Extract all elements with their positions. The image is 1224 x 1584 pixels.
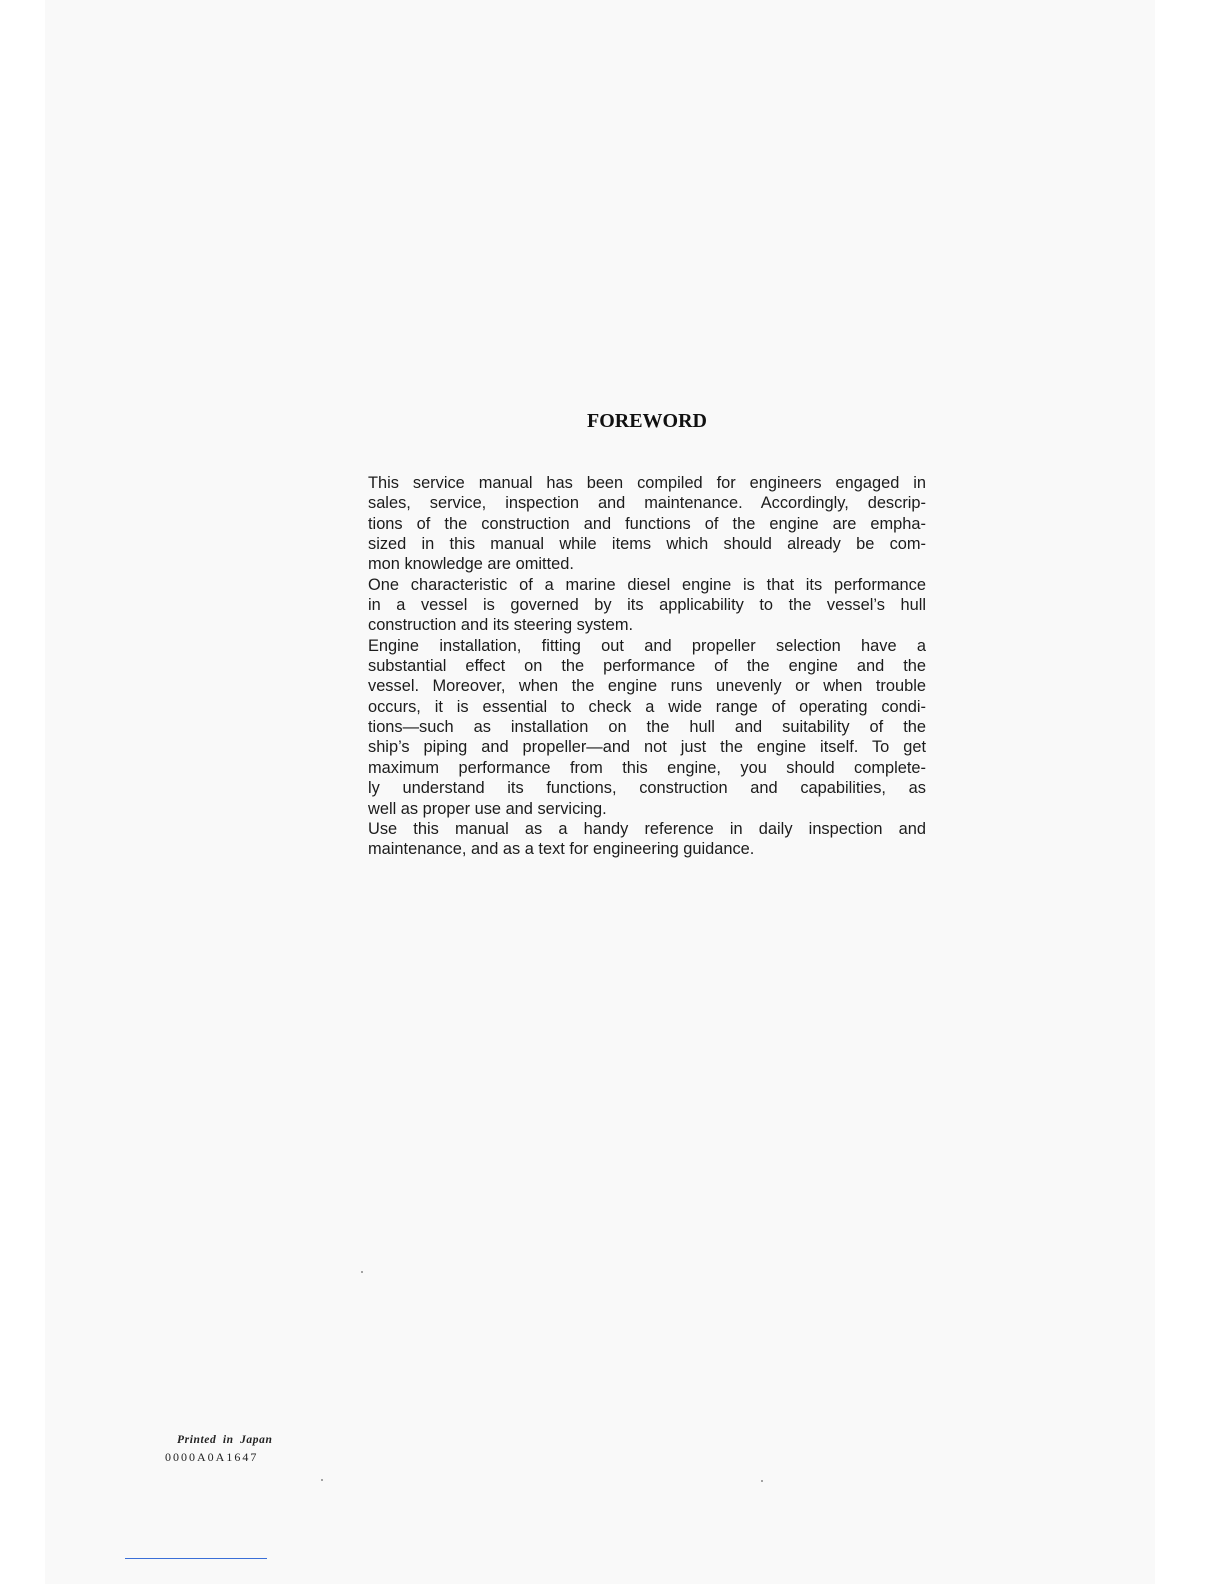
paragraph-1 — [368, 473, 926, 575]
blue-rule-line — [125, 1558, 267, 1559]
text-line: Use this manual as a handy reference in daily inspection and — [368, 819, 926, 838]
print-speck — [761, 1480, 763, 1482]
text-line: ly understand its functions, construction and capabilities, as — [368, 779, 926, 798]
text-line: This service manual has been compiled for engineers engaged in — [368, 474, 926, 492]
text-line: ship’s piping and propeller—and not just the engine itself. To get — [368, 738, 926, 757]
paragraph-3 — [368, 636, 926, 819]
print-speck — [361, 1271, 363, 1273]
paragraph-2 — [368, 575, 926, 636]
text-line: tions of the construction and functions of the engine are empha- — [368, 514, 926, 533]
printed-in-label: Printed in Japan — [177, 1434, 273, 1446]
text-line: substantial effect on the performance of the engine and the — [368, 657, 926, 676]
text-line: occurs, it is essential to check a wide range of operating condi- — [368, 697, 926, 716]
text-line: construction and its steering system. — [368, 616, 634, 635]
text-line: Engine installation, fitting out and propeller selection have a — [368, 636, 926, 655]
print-speck — [321, 1479, 323, 1481]
text-line: maintenance, and as a text for engineering guidance. — [368, 840, 755, 859]
text-line: sales, service, inspection and maintenance. Accordingly, descrip- — [368, 494, 926, 513]
foreword-body — [368, 473, 926, 860]
text-line: vessel. Moreover, when the engine runs unevenly or when trouble — [368, 677, 926, 696]
text-line: One characteristic of a marine diesel engine is that its performance — [368, 575, 926, 594]
document-code: 0000A0A1647 — [165, 1450, 259, 1464]
text-line: sized in this manual while items which should already be com- — [368, 535, 926, 554]
text-line: in a vessel is governed by its applicability to the vessel’s hull — [368, 596, 926, 615]
text-line: maximum performance from this engine, you should complete- — [368, 758, 926, 777]
text-line: tions—such as installation on the hull and suitability of the — [368, 718, 926, 737]
text-line: mon knowledge are omitted. — [368, 555, 574, 574]
text-line: well as proper use and servicing. — [368, 799, 607, 818]
paragraph-4 — [368, 819, 926, 860]
page-title: FOREWORD — [587, 410, 707, 432]
